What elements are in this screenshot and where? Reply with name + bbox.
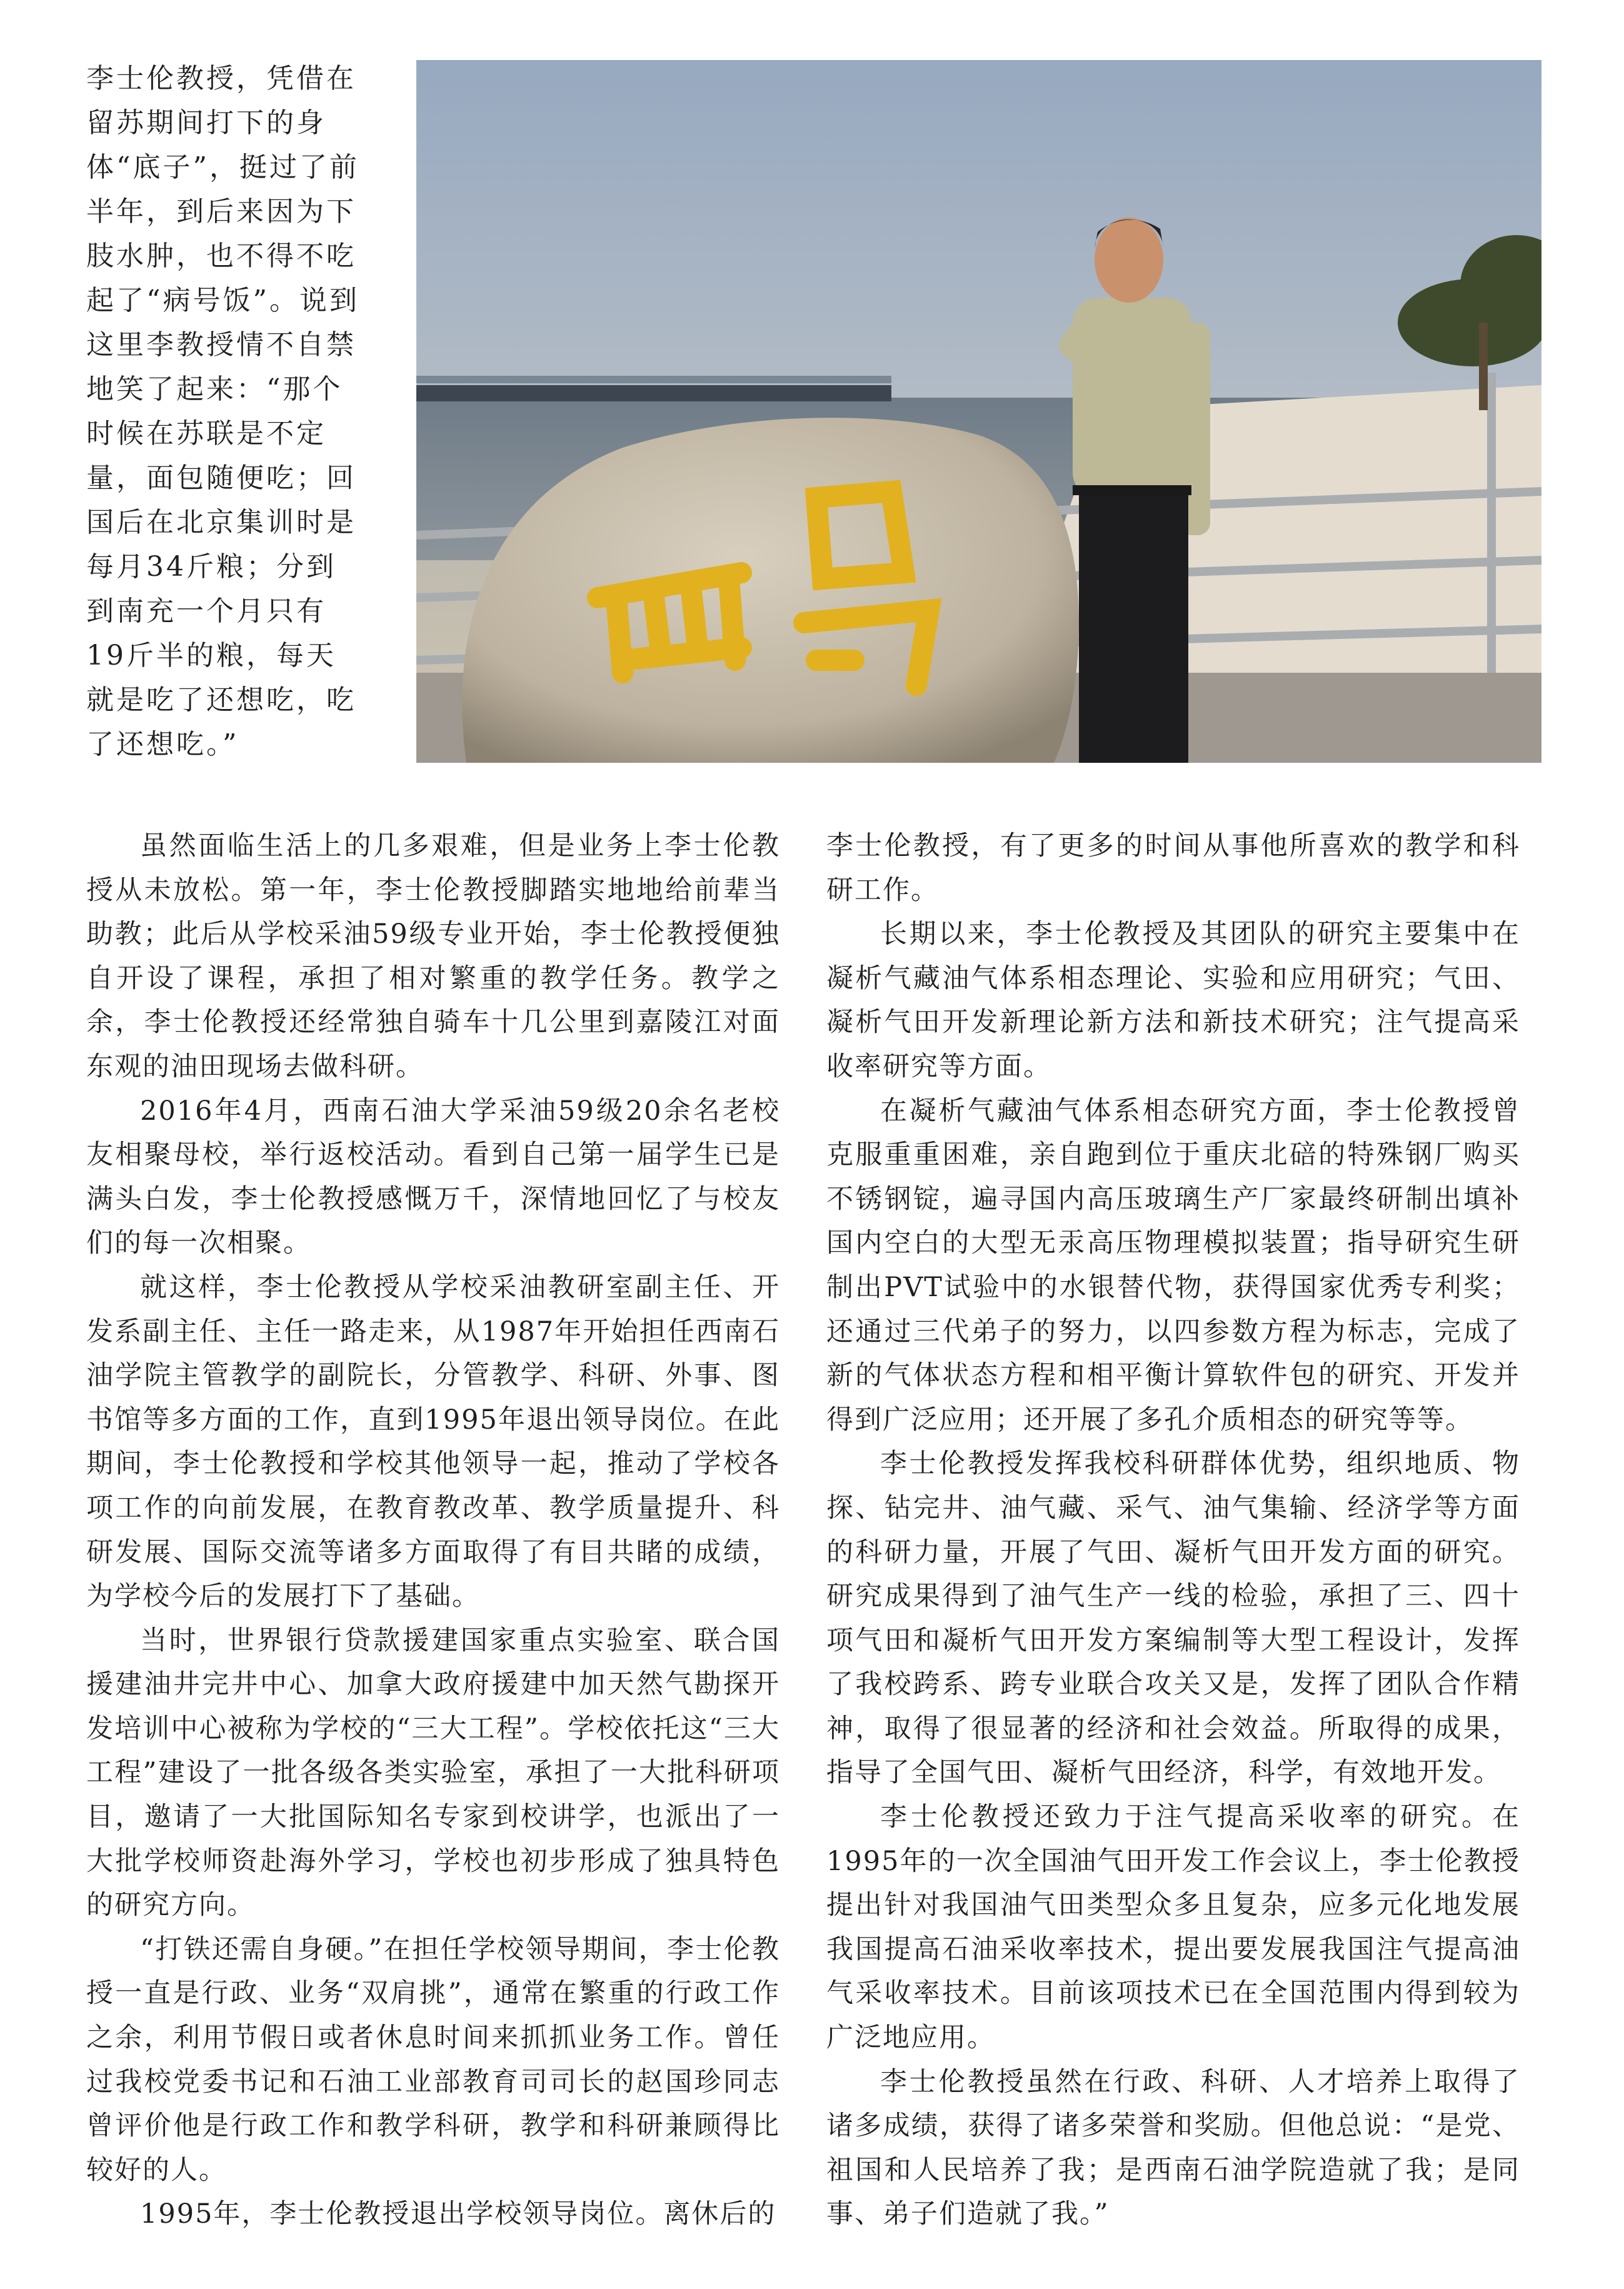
paragraph: 虽然面临生活上的几多艰难，但是业务上李士伦教授从未放松。第一年，李士伦教授脚踏实地地给前辈当助教；此后从学校采油59级专业开始，李士伦教授便独自开设了课程，承担了相对繁重的教学任务。教学之余，李士伦教授还经常独自骑车十几公里到嘉陵江对面东观的油田现场去做科研。	[86, 830, 780, 1082]
paragraph: 当时，世界银行贷款援建国家重点实验室、联合国援建油井完井中心、加拿大政府援建中加天然气勘探开发培训中心被称为学校的“三大工程”。学校依托这“三大工程”建设了一批各级各类实验室，承担了一大批科研项目，邀请了一大批国际知名专家到校讲学，也派出了一大批学校师资赴海外学习，学校也初步形成了独具特色的研究方向。	[86, 1624, 780, 1921]
paragraph: 长期以来，李士伦教授及其团队的研究主要集中在凝析气藏油气体系相态理论、实验和应用研究；气田、凝析气田开发新理论新方法和新技术研究；注气提高采收率研究等方面。	[826, 918, 1520, 1082]
column-left	[86, 824, 780, 2236]
column-right	[826, 824, 1520, 2236]
paragraph: 李士伦教授还致力于注气提高采收率的研究。在1995年的一次全国油气田开发工作会议上，李士伦教授提出针对我国油气田类型众多且复杂，应多元化地发展我国提高石油采收率技术，提出要发展我国注气提高油气采收率技术。目前该项技术已在全国范围内得到较为广泛地应用。	[826, 1801, 1520, 2054]
pier-roof	[416, 376, 891, 383]
paragraph: 1995年，李士伦教授退出学校领导岗位。离休后的	[140, 2198, 776, 2230]
paragraph: “打铁还需自身硬。”在担任学校领导期间，李士伦教授一直是行政、业务“双肩挑”，通常在繁重的行政工作之余，利用节假日或者休息时间来抓抓业务工作。曾任过我校党委书记和石油工业部教育司司长的赵国珍同志曾评价他是行政工作和教学科研，教学和科研兼顾得比较好的人。	[86, 1933, 780, 2186]
caption-text: 李士伦教授，凭借在留苏期间打下的身体“底子”，挺过了前半年，到后来因为下肢水肿，也不得不吃起了“病号饭”。说到这里李教授情不自禁地笑了起来：“那个时候在苏联是不定量，面包随便吃；回国后在北京集训时是每月34斤粮；分到到南充一个月只有19斤半的粮，每天就是吃了还想吃，吃了还想吃。”	[86, 63, 359, 760]
paragraph-continued: 李士伦教授，有了更多的时间从事他所喜欢的教学和科研工作。	[826, 830, 1520, 906]
sky	[416, 60, 1541, 410]
paragraph: 李士伦教授发挥我校科研群体优势，组织地质、物探、钻完井、油气藏、采气、油气集输、经济学等方面的科研力量，开展了气田、凝析气田开发方面的研究。研究成果得到了油气生产一线的检验，承担了三、四十项气田和凝析气田开发方案编制等大型工程设计，发挥了我校跨系、跨专业联合攻关又是，发挥了团队合作精神，取得了很显著的经济和社会效益。所取得的成果，指导了全国气田、凝析气田经济，科学，有效地开发。	[826, 1448, 1520, 1789]
paragraph: 在凝析气藏油气体系相态研究方面，李士伦教授曾克服重重困难，亲自跑到位于重庆北碚的特殊钢厂购买不锈钢锭，遍寻国内高压玻璃生产厂家最终研制出填补国内空白的大型无汞高压物理模拟装置；指导研究生研制出PVT试验中的水银替代物，获得国家优秀专利奖；还通过三代弟子的努力，以四参数方程为标志，完成了新的气体状态方程和相平衡计算软件包的研究、开发并得到广泛应用；还开展了多孔介质相态的研究等等。	[826, 1095, 1520, 1436]
paragraph: 就这样，李士伦教授从学校采油教研室副主任、开发系副主任、主任一路走来，从1987年开始担任西南石油学院主管教学的副院长，分管教学、科研、外事、图书馆等多方面的工作，直到1995年退出领导岗位。在此期间，李士伦教授和学校其他领导一起，推动了学校各项工作的向前发展，在教育教改革、教学质量提升、科研发展、国际交流等诸多方面取得了有目共睹的成绩，为学校今后的发展打下了基础。	[86, 1271, 780, 1612]
photo-scene	[416, 60, 1541, 763]
paragraph: 李士伦教授虽然在行政、科研、人才培养上取得了诸多成绩，获得了诸多荣誉和奖励。但他总说：“是党、祖国和人民培养了我；是西南石油学院造就了我；是同事、弟子们造就了我。”	[826, 2066, 1520, 2230]
photo-caption	[86, 56, 361, 767]
paragraph: 2016年4月，西南石油大学采油59级20余名老校友相聚母校，举行返校活动。看到自己第一届学生已是满头白发，李士伦教授感慨万千，深情地回忆了与校友们的每一次相聚。	[86, 1095, 780, 1259]
pier	[416, 385, 891, 401]
article-photo	[416, 60, 1541, 763]
